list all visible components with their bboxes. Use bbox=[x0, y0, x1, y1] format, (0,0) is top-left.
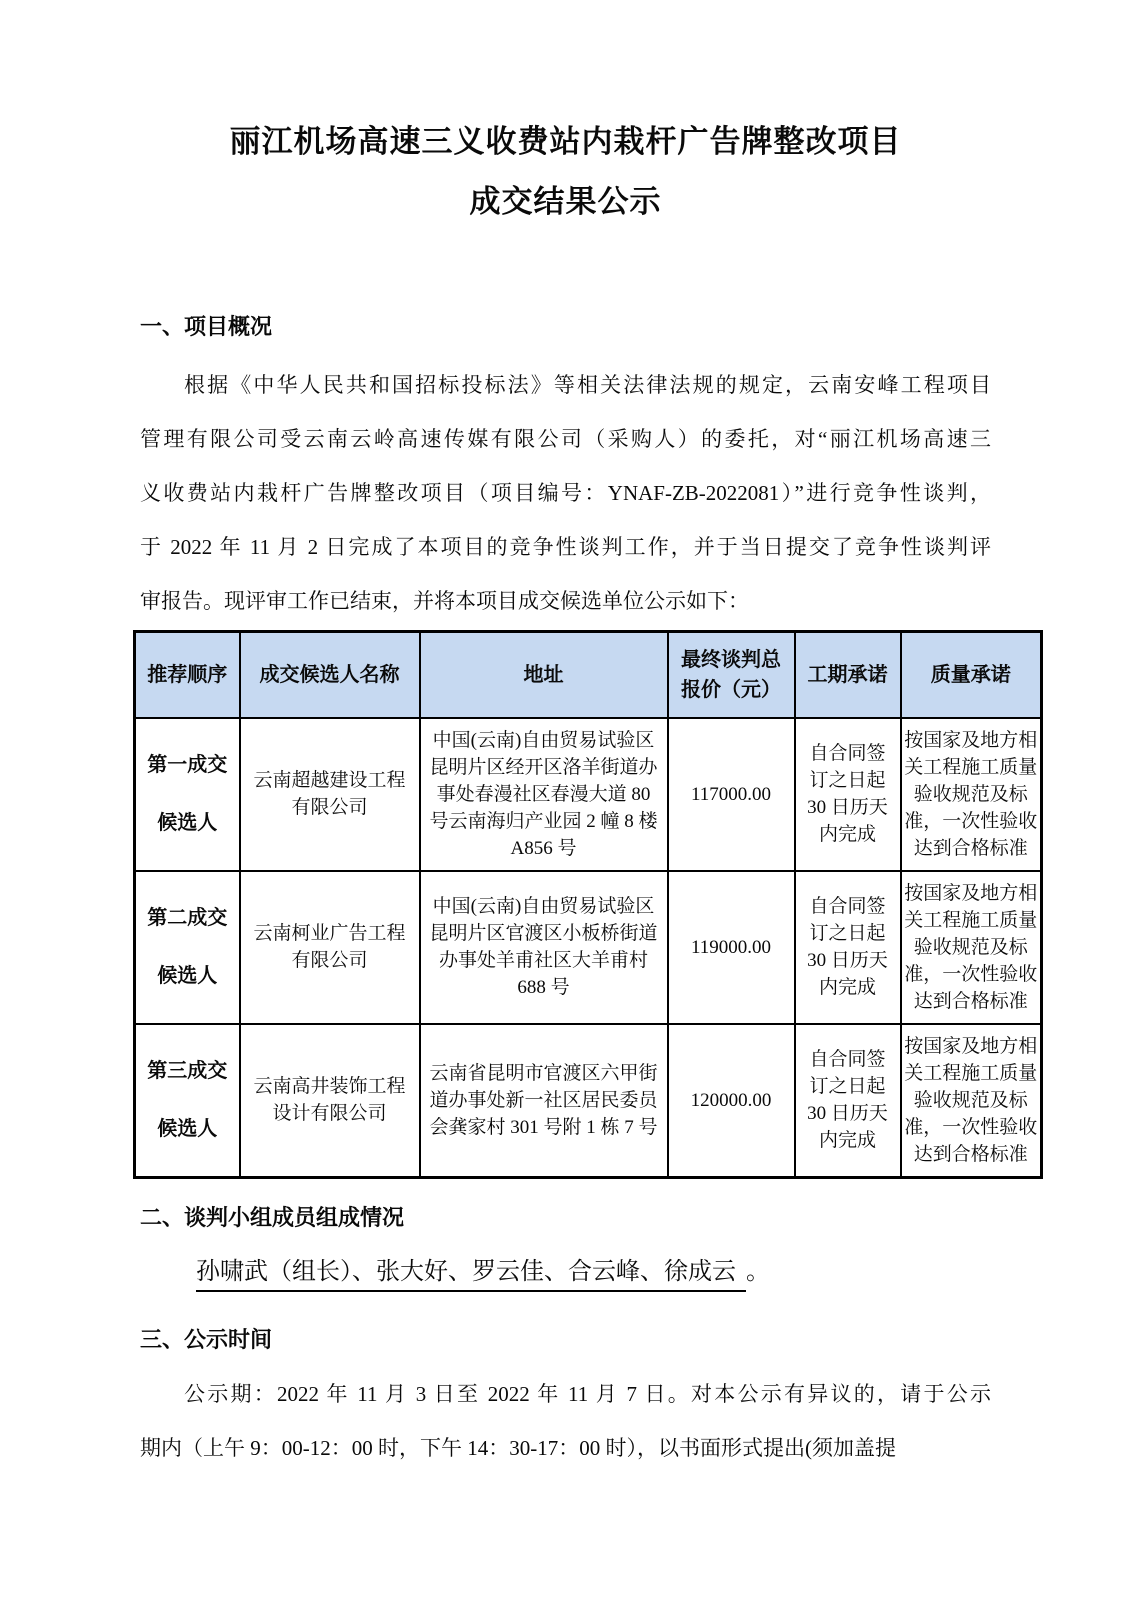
cell-quality: 按国家及地方相关工程施工质量验收规范及标准，一次性验收达到合格标准 bbox=[901, 1024, 1042, 1178]
col-header-rank: 推荐顺序 bbox=[135, 632, 240, 718]
paragraph-line: 根据《中华人民共和国招标投标法》等相关法律法规的规定，云南安峰工程项目 bbox=[184, 373, 991, 397]
paragraph-line: 公示期：2022 年 11 月 3 日至 2022 年 11 月 7 日。对本公示有异议的，请于公示 bbox=[184, 1381, 991, 1406]
paragraph-line: 期内（上午 9：00-12：00 时，下午 14：30-17：00 时），以书面形式提出(须加盖提 bbox=[140, 1435, 896, 1460]
section2-heading: 二、谈判小组成员组成情况 bbox=[140, 1204, 405, 1230]
cell-duration: 自合同签订之日起 30 日历天内完成 bbox=[795, 1024, 901, 1178]
col-header-address: 地址 bbox=[420, 632, 668, 718]
paragraph-line: 审报告。现评审工作已结束，并将本项目成交候选单位公示如下： bbox=[140, 589, 749, 613]
paragraph-line: 于 2022 年 11 月 2 日完成了本项目的竞争性谈判工作，并于当日提交了竞争性谈判评 bbox=[140, 535, 991, 559]
negotiation-team-members bbox=[196, 1255, 1131, 1289]
cell-price: 117000.00 bbox=[668, 718, 795, 871]
section3-heading: 三、公示时间 bbox=[140, 1326, 273, 1352]
table-row bbox=[135, 1024, 1042, 1178]
col-header-duration: 工期承诺 bbox=[795, 632, 901, 718]
document-title bbox=[140, 112, 991, 232]
table-row bbox=[135, 718, 1042, 871]
paragraph-line: 管理有限公司受云南云岭高速传媒有限公司（采购人）的委托，对“丽江机场高速三 bbox=[140, 427, 991, 451]
cell-address: 中国(云南)自由贸易试验区昆明片区官渡区小板桥街道办事处羊甫社区大羊甫村 688 号 bbox=[420, 871, 668, 1024]
members-underlined-text: 孙啸武（组长）、张大好、罗云佳、合云峰、徐成云 bbox=[196, 1259, 746, 1292]
cell-address: 中国(云南)自由贸易试验区昆明片区经开区洛羊街道办事处春漫社区春漫大道 80 号云南海归产业园 2 幢 8 楼 A856 号 bbox=[420, 718, 668, 871]
cell-rank: 第一成交候选人 bbox=[135, 718, 240, 871]
document-title-line2: 成交结果公示 bbox=[469, 184, 662, 219]
col-header-quality: 质量承诺 bbox=[901, 632, 1042, 718]
table-row bbox=[135, 871, 1042, 1024]
cell-name: 云南柯业广告工程有限公司 bbox=[240, 871, 420, 1024]
cell-duration: 自合同签订之日起 30 日历天内完成 bbox=[795, 718, 901, 871]
cell-name: 云南超越建设工程有限公司 bbox=[240, 718, 420, 871]
members-suffix: 。 bbox=[746, 1258, 770, 1285]
cell-price: 120000.00 bbox=[668, 1024, 795, 1178]
col-header-name: 成交候选人名称 bbox=[240, 632, 420, 718]
document-title-line1: 丽江机场高速三义收费站内栽杆广告牌整改项目 bbox=[229, 124, 902, 159]
cell-quality: 按国家及地方相关工程施工质量验收规范及标准，一次性验收达到合格标准 bbox=[901, 718, 1042, 871]
col-header-price: 最终谈判总报价（元） bbox=[668, 632, 795, 718]
paragraph-line: 义收费站内栽杆广告牌整改项目（项目编号：YNAF-ZB-2022081）”进行竞争性谈判， bbox=[140, 481, 991, 505]
cell-rank: 第三成交候选人 bbox=[135, 1024, 240, 1178]
candidates-table bbox=[133, 630, 1043, 1179]
section1-paragraph bbox=[140, 358, 991, 628]
cell-price: 119000.00 bbox=[668, 871, 795, 1024]
section3-paragraph bbox=[140, 1367, 991, 1475]
cell-quality: 按国家及地方相关工程施工质量验收规范及标准，一次性验收达到合格标准 bbox=[901, 871, 1042, 1024]
table-header-row bbox=[135, 632, 1042, 718]
cell-rank: 第二成交候选人 bbox=[135, 871, 240, 1024]
cell-address: 云南省昆明市官渡区六甲街道办事处新一社区居民委员会龚家村 301 号附 1 栋 7 号 bbox=[420, 1024, 668, 1178]
cell-name: 云南高井装饰工程设计有限公司 bbox=[240, 1024, 420, 1178]
cell-duration: 自合同签订之日起 30 日历天内完成 bbox=[795, 871, 901, 1024]
section1-heading: 一、项目概况 bbox=[140, 314, 273, 339]
